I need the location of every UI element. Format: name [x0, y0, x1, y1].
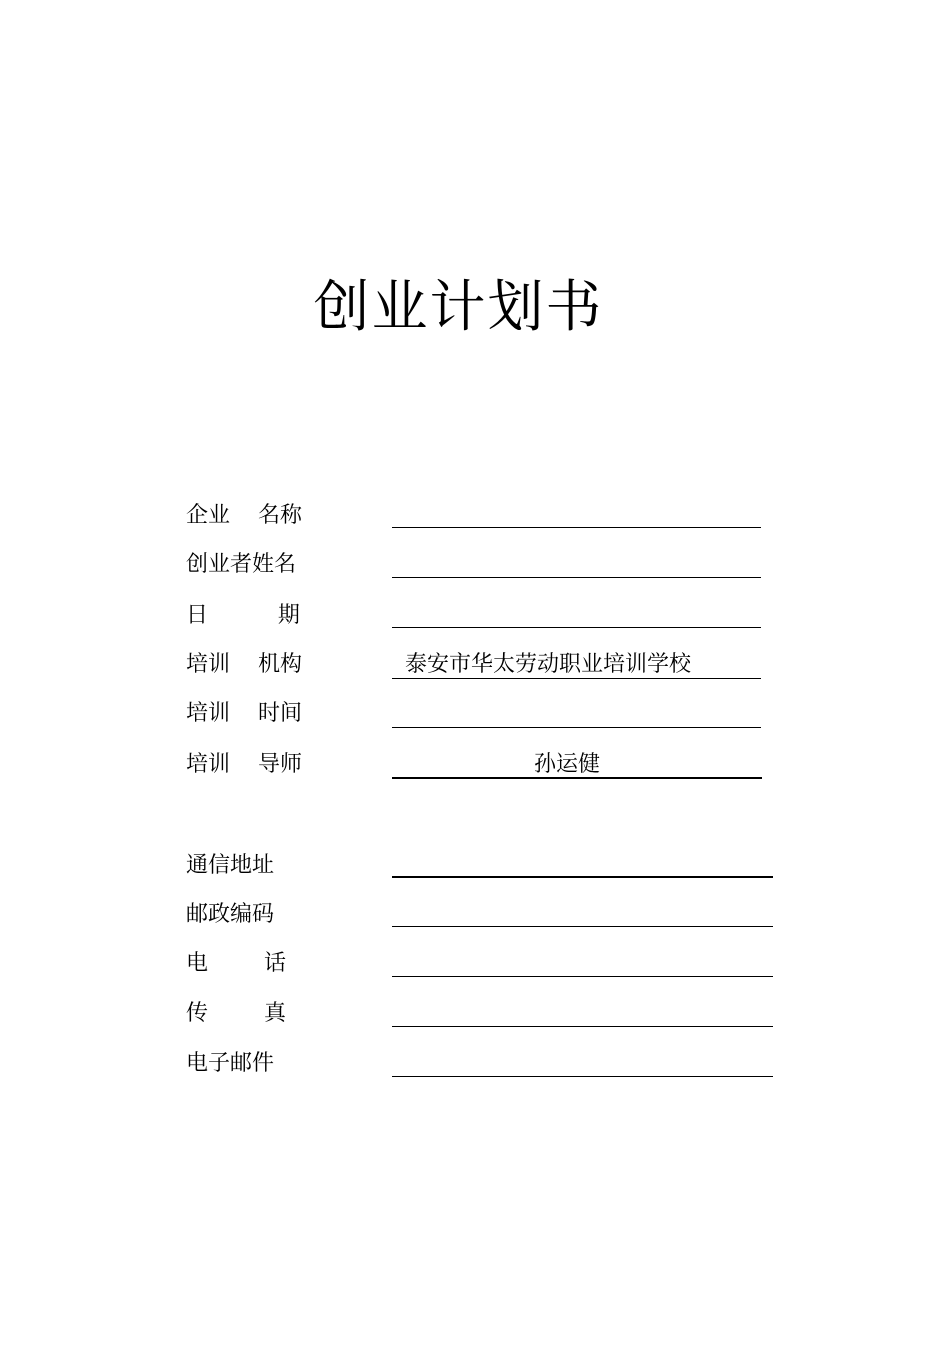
field-label: 邮政编码: [186, 902, 275, 927]
field-label: 培训 导师: [186, 752, 302, 777]
field-label: 培训 机构: [186, 652, 302, 677]
training-mentor-value: 孙运健: [534, 752, 601, 777]
fax-input-line[interactable]: [392, 1026, 773, 1027]
phone-input-line[interactable]: [392, 976, 773, 977]
training-time-input-line[interactable]: [392, 727, 761, 728]
field-label: 培训 时间: [186, 701, 302, 726]
company-name-input-line[interactable]: [392, 527, 761, 528]
field-label: 传 真: [186, 1001, 286, 1026]
field-label: 电 话: [186, 951, 286, 976]
field-label: 创业者姓名: [186, 552, 297, 577]
postal-code-input-line[interactable]: [392, 926, 773, 927]
field-label: 通信地址: [186, 853, 275, 878]
field-label: 电子邮件: [186, 1051, 275, 1076]
field-label: 日 期: [186, 603, 300, 628]
training-institution-value: 泰安市华太劳动职业培训学校: [405, 652, 692, 677]
field-label: 企业 名称: [186, 503, 302, 528]
date-input-line[interactable]: [392, 627, 761, 628]
founder-name-input-line[interactable]: [392, 577, 761, 578]
email-input-line[interactable]: [392, 1076, 773, 1077]
document-title: 创业计划书: [313, 275, 604, 340]
mailing-address-input-line[interactable]: [392, 876, 773, 878]
